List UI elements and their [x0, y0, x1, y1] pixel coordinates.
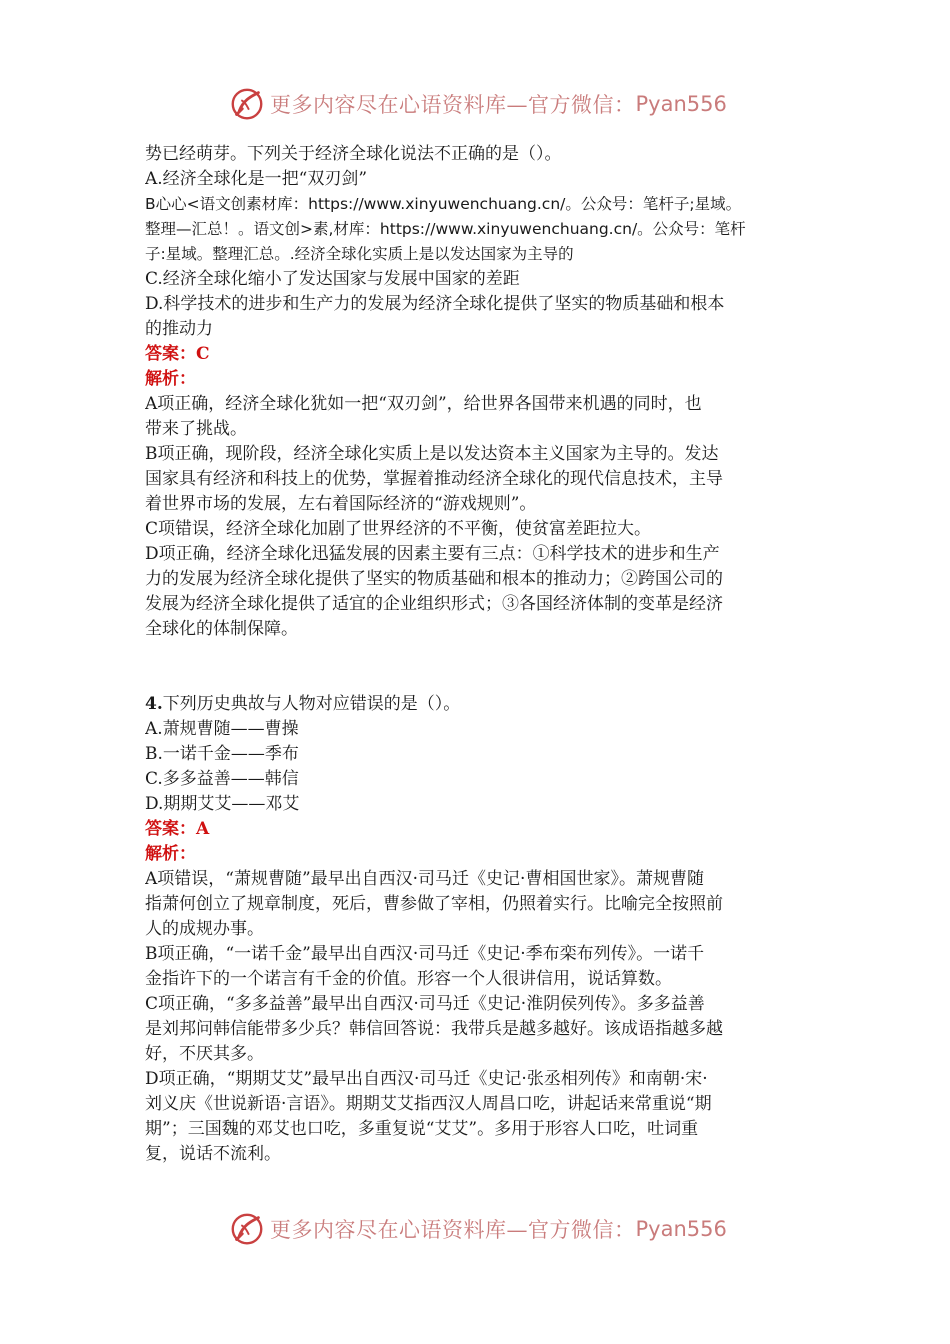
brand-logo-icon — [228, 1210, 266, 1248]
analysis-line: 期”；三国魏的邓艾也口吃，多重复说“艾艾”。多用于形容人口吃，吐词重 — [145, 1119, 699, 1139]
banner-text: 更多内容尽在心语资料库—官方微信： — [270, 1218, 636, 1242]
option-d-line: 的推动力 — [145, 319, 213, 339]
analysis-line: B项正确，“一诺千金”最早出自西汉·司马迁《史记·季布栾布列传》。一诺千 — [145, 944, 705, 964]
analysis-line: D项正确，经济全球化迅猛发展的因素主要有三点：①科学技术的进步和生产 — [145, 544, 720, 564]
option-b-line: 整理—汇总！。语文创>素,材库：https://www.xinyuwenchuang.cn/。公众号：笔杆 — [145, 220, 746, 238]
option-b-line: B心心<语文创素材库：https://www.xinyuwenchuang.cn/。公众号：笔杆子;星域。 — [145, 195, 742, 213]
option-a: A.经济全球化是一把“双刃剑” — [145, 169, 368, 189]
page-content — [145, 142, 808, 1167]
wechat-id: Pyan556 — [635, 1217, 727, 1241]
option-c: C.多多益善——韩信 — [145, 769, 299, 789]
analysis-line: 力的发展为经济全球化提供了坚实的物质基础和根本的推动力；②跨国公司的 — [145, 569, 723, 589]
question-stem: 势已经萌芽。下列关于经济全球化说法不正确的是（）。 — [145, 144, 562, 164]
analysis-line: C项错误，经济全球化加剧了世界经济的不平衡，使贫富差距拉大。 — [145, 519, 652, 539]
answer-label: 答案：C — [145, 344, 210, 364]
header-banner — [0, 84, 950, 124]
question-text: 下列历史典故与人物对应错误的是（）。 — [162, 694, 461, 714]
wechat-id: Pyan556 — [635, 92, 727, 116]
analysis-line: 好，不厌其多。 — [145, 1044, 264, 1064]
analysis-line: 全球化的体制保障。 — [145, 619, 298, 639]
analysis-line: D项正确，“期期艾艾”最早出自西汉·司马迁《史记·张丞相列传》和南朝·宋· — [145, 1069, 708, 1089]
analysis-label: 解析： — [145, 844, 196, 864]
analysis-line: 复，说话不流利。 — [145, 1144, 281, 1164]
brand-logo-icon — [228, 85, 266, 123]
analysis-line: 指萧何创立了规章制度，死后，曹参做了宰相，仍照着实行。比喻完全按照前 — [145, 894, 723, 914]
analysis-line: 发展为经济全球化提供了适宜的企业组织形式；③各国经济体制的变革是经济 — [145, 594, 723, 614]
option-d: D.期期艾艾——邓艾 — [145, 794, 300, 814]
analysis-line: 刘义庆《世说新语·言语》。期期艾艾指西汉人周昌口吃，讲起话来常重说“期 — [145, 1094, 712, 1114]
option-d-line: D.科学技术的进步和生产力的发展为经济全球化提供了坚实的物质基础和根本 — [145, 294, 725, 314]
banner-text: 更多内容尽在心语资料库—官方微信： — [270, 93, 636, 117]
option-a: A.萧规曹随——曹操 — [145, 719, 299, 739]
question-number: 4. — [145, 694, 163, 714]
analysis-line: 金指许下的一个诺言有千金的价值。形容一个人很讲信用，说话算数。 — [145, 969, 672, 989]
analysis-line: A项正确，经济全球化犹如一把“双刃剑”，给世界各国带来机遇的同时，也 — [145, 394, 702, 414]
analysis-line: 人的成规办事。 — [145, 919, 264, 939]
analysis-line: A项错误，“萧规曹随”最早出自西汉·司马迁《史记·曹相国世家》。萧规曹随 — [145, 869, 704, 889]
option-b-line: 子:星域。整理汇总。.经济全球化实质上是以发达国家为主导的 — [145, 245, 574, 263]
answer-label: 答案：A — [145, 819, 210, 839]
footer-banner — [0, 1209, 950, 1249]
option-b: B.一诺千金——季布 — [145, 744, 299, 764]
analysis-line: 带来了挑战。 — [145, 419, 247, 439]
analysis-line: C项正确，“多多益善”最早出自西汉·司马迁《史记·淮阴侯列传》。多多益善 — [145, 994, 705, 1014]
option-c: C.经济全球化缩小了发达国家与发展中国家的差距 — [145, 269, 520, 289]
question-4-stem — [145, 692, 808, 717]
analysis-line: 着世界市场的发展，左右着国际经济的“游戏规则”。 — [145, 494, 537, 514]
analysis-line: 国家具有经济和科技上的优势，掌握着推动经济全球化的现代信息技术，主导 — [145, 469, 723, 489]
analysis-line: B项正确，现阶段，经济全球化实质上是以发达资本主义国家为主导的。发达 — [145, 444, 719, 464]
analysis-label: 解析： — [145, 369, 196, 389]
analysis-line: 是刘邦问韩信能带多少兵？韩信回答说：我带兵是越多越好。该成语指越多越 — [145, 1019, 723, 1039]
